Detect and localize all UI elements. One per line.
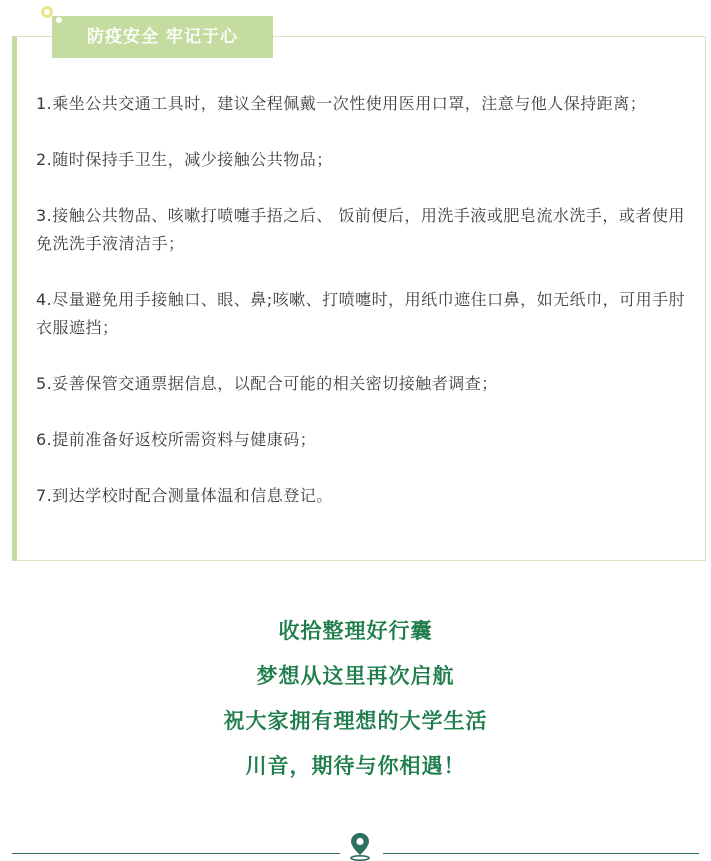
footer-divider-left xyxy=(12,853,340,854)
decorative-ring-icon xyxy=(41,6,53,18)
closing-slogans xyxy=(0,609,711,789)
slogan-line-3: 祝大家拥有理想的大学生活 xyxy=(223,709,488,733)
slogan-line-4: 川音，期待与你相遇！ xyxy=(245,754,466,778)
safety-tips-list xyxy=(36,90,694,538)
tip-item-2: 2.随时保持手卫生，减少接触公共物品； xyxy=(36,150,333,169)
tip-item-5: 5.妥善保管交通票据信息，以配合可能的相关密切接触者调查； xyxy=(36,374,498,393)
decorative-dot-icon xyxy=(56,17,62,23)
location-pin-icon xyxy=(347,831,373,861)
slogan-line-1: 收拾整理好行囊 xyxy=(278,619,433,643)
tip-item-7: 7.到达学校时配合测量体温和信息登记。 xyxy=(36,486,333,505)
tip-item-6: 6.提前准备好返校所需资料与健康码； xyxy=(36,430,317,449)
section-tag: 防疫安全 牢记于心 xyxy=(52,16,273,58)
tip-item-3: 3.接触公共物品、咳嗽打喷嚏手捂之后、 饭前便后，用洗手液或肥皂流水洗手，或者使用免洗洗手液清洁手； xyxy=(36,206,685,253)
slogan-line-2: 梦想从这里再次启航 xyxy=(256,664,455,688)
tip-item-4: 4.尽量避免用手接触口、眼、鼻;咳嗽、打喷嚏时，用纸巾遮住口鼻，如无纸巾，可用手肘衣服遮挡； xyxy=(36,290,686,337)
footer-divider-right xyxy=(383,853,699,854)
tip-item-1: 1.乘坐公共交通工具时，建议全程佩戴一次性使用医用口罩，注意与他人保持距离； xyxy=(36,94,647,113)
